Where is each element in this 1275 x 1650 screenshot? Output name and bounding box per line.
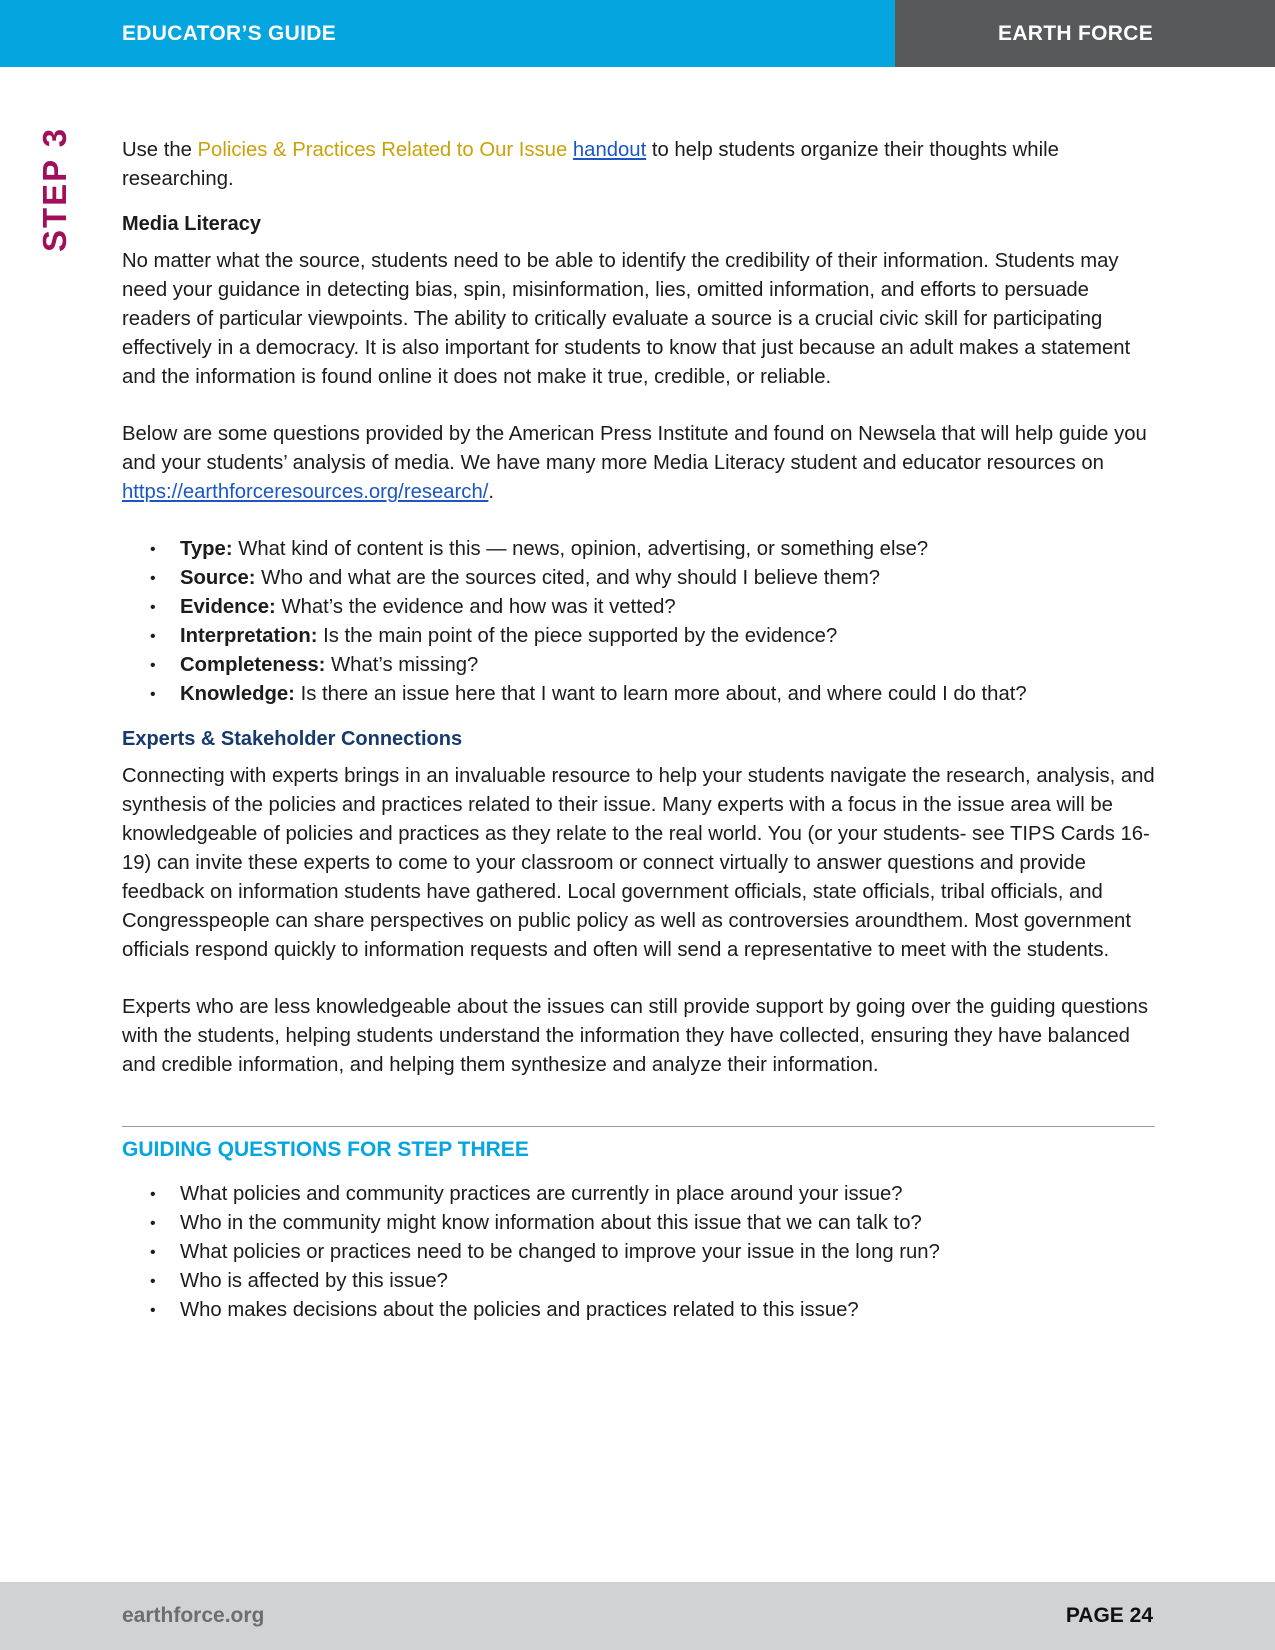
bullet-text: Is the main point of the piece supported by the evidence? bbox=[317, 625, 838, 647]
list-item: • Who is affected by this issue? bbox=[122, 1267, 1155, 1296]
page-number: PAGE 24 bbox=[1065, 1604, 1153, 1627]
experts-paragraph: Connecting with experts brings in an invaluable resource to help your students navigate the research, analysis, and synthesis of the policies and practices related to their issue. Many experts with a focus in the issue area will be knowledgeable of policies and practices as they relate to the real world. You (or your students- see TIPS Cards 16-19) can invite these experts to come to your classroom or connect virtually to answer questions and provide feedback on information students have gathered. Local government officials, state officials, tribal officials, and Congresspeople can share perspectives on public policy as well as controversies aroundthem. Most government officials respond quickly to information requests and often will send a representative to meet with the students. bbox=[122, 765, 1155, 961]
list-item: • Who makes decisions about the policies and practices related to this issue? bbox=[122, 1296, 1155, 1325]
bullet-text: Is there an issue here that I want to learn more about, and where could I do that? bbox=[294, 683, 1027, 705]
bullet-term: Knowledge: bbox=[180, 683, 295, 705]
press-institute-paragraph bbox=[122, 420, 1155, 507]
intro-prefix: Use the bbox=[122, 139, 198, 161]
header-guide-title: EDUCATOR’S GUIDE bbox=[122, 21, 337, 45]
experts-heading: Experts & Stakeholder Connections bbox=[122, 728, 463, 750]
page-header bbox=[0, 0, 1275, 67]
experts-support-paragraph: Experts who are less knowledgeable about the issues can still provide support by going over the guiding questions with the students, helping students understand the information they have collected, ensuring they have balanced and credible information, and helping them synthesize and analyze their information. bbox=[122, 996, 1148, 1076]
list-item bbox=[122, 593, 1155, 622]
bullet-text: What’s the evidence and how was it vetted? bbox=[275, 596, 676, 618]
list-item bbox=[122, 622, 1155, 651]
press-institute-text: Below are some questions provided by the American Press Institute and found on Newsela that will help guide you and your students’ analysis of media. We have many more Media Literacy student and educator resources on bbox=[122, 423, 1147, 474]
list-item: • Who in the community might know information about this issue that we can talk to? bbox=[122, 1209, 1155, 1238]
list-item bbox=[122, 564, 1155, 593]
bullet-term: Interpretation: bbox=[180, 625, 318, 647]
page-footer bbox=[0, 1582, 1275, 1650]
resources-link[interactable]: https://earthforceresources.org/research/ bbox=[122, 481, 489, 503]
handout-title: Policies & Practices Related to Our Issue bbox=[197, 139, 568, 161]
media-literacy-paragraph: No matter what the source, students need to be able to identify the credibility of their information. Students may need your guidance in detecting bias, spin, misinformation, lies, omitted information, and efforts to persuade readers of particular viewpoints. The ability to critically evaluate a source is a crucial civic skill for participating effectively in a democracy. It is also important for students to know that just because an adult makes a statement and the information is found online it does not make it true, credible, or reliable. bbox=[122, 250, 1131, 388]
bullet-text: What kind of content is this — news, opinion, advertising, or something else? bbox=[232, 538, 929, 560]
bullet-term: Type: bbox=[180, 538, 233, 560]
main-content bbox=[122, 136, 1155, 1325]
section-divider bbox=[122, 1126, 1155, 1127]
bullet-text: Who and what are the sources cited, and why should I believe them? bbox=[255, 567, 881, 589]
paragraph-end: . bbox=[488, 481, 495, 503]
media-questions-list bbox=[122, 535, 1155, 709]
bullet-term: Evidence: bbox=[180, 596, 276, 618]
step-side-label: STEP 3 bbox=[36, 126, 73, 252]
media-literacy-heading: Media Literacy bbox=[122, 213, 261, 235]
guiding-questions-heading: GUIDING QUESTIONS FOR STEP THREE bbox=[122, 1138, 529, 1161]
intro-suffix: to help students organize their thoughts while researching. bbox=[122, 139, 1059, 190]
list-item: • What policies and community practices are currently in place around your issue? bbox=[122, 1180, 1155, 1209]
guiding-questions-list bbox=[122, 1180, 1155, 1325]
bullet-text: What’s missing? bbox=[325, 654, 479, 676]
list-item: • What policies or practices need to be changed to improve your issue in the long run? bbox=[122, 1238, 1155, 1267]
bullet-term: Source: bbox=[180, 567, 256, 589]
handout-link[interactable]: handout bbox=[572, 139, 647, 161]
list-item bbox=[122, 535, 1155, 564]
footer-website-link[interactable]: earthforce.org bbox=[122, 1604, 265, 1627]
list-item bbox=[122, 680, 1155, 709]
header-right-band bbox=[895, 0, 1275, 67]
header-left-band bbox=[0, 0, 895, 67]
list-item bbox=[122, 651, 1155, 680]
bullet-term: Completeness: bbox=[180, 654, 326, 676]
header-org-title: EARTH FORCE bbox=[998, 21, 1153, 45]
intro-paragraph bbox=[122, 136, 1155, 194]
